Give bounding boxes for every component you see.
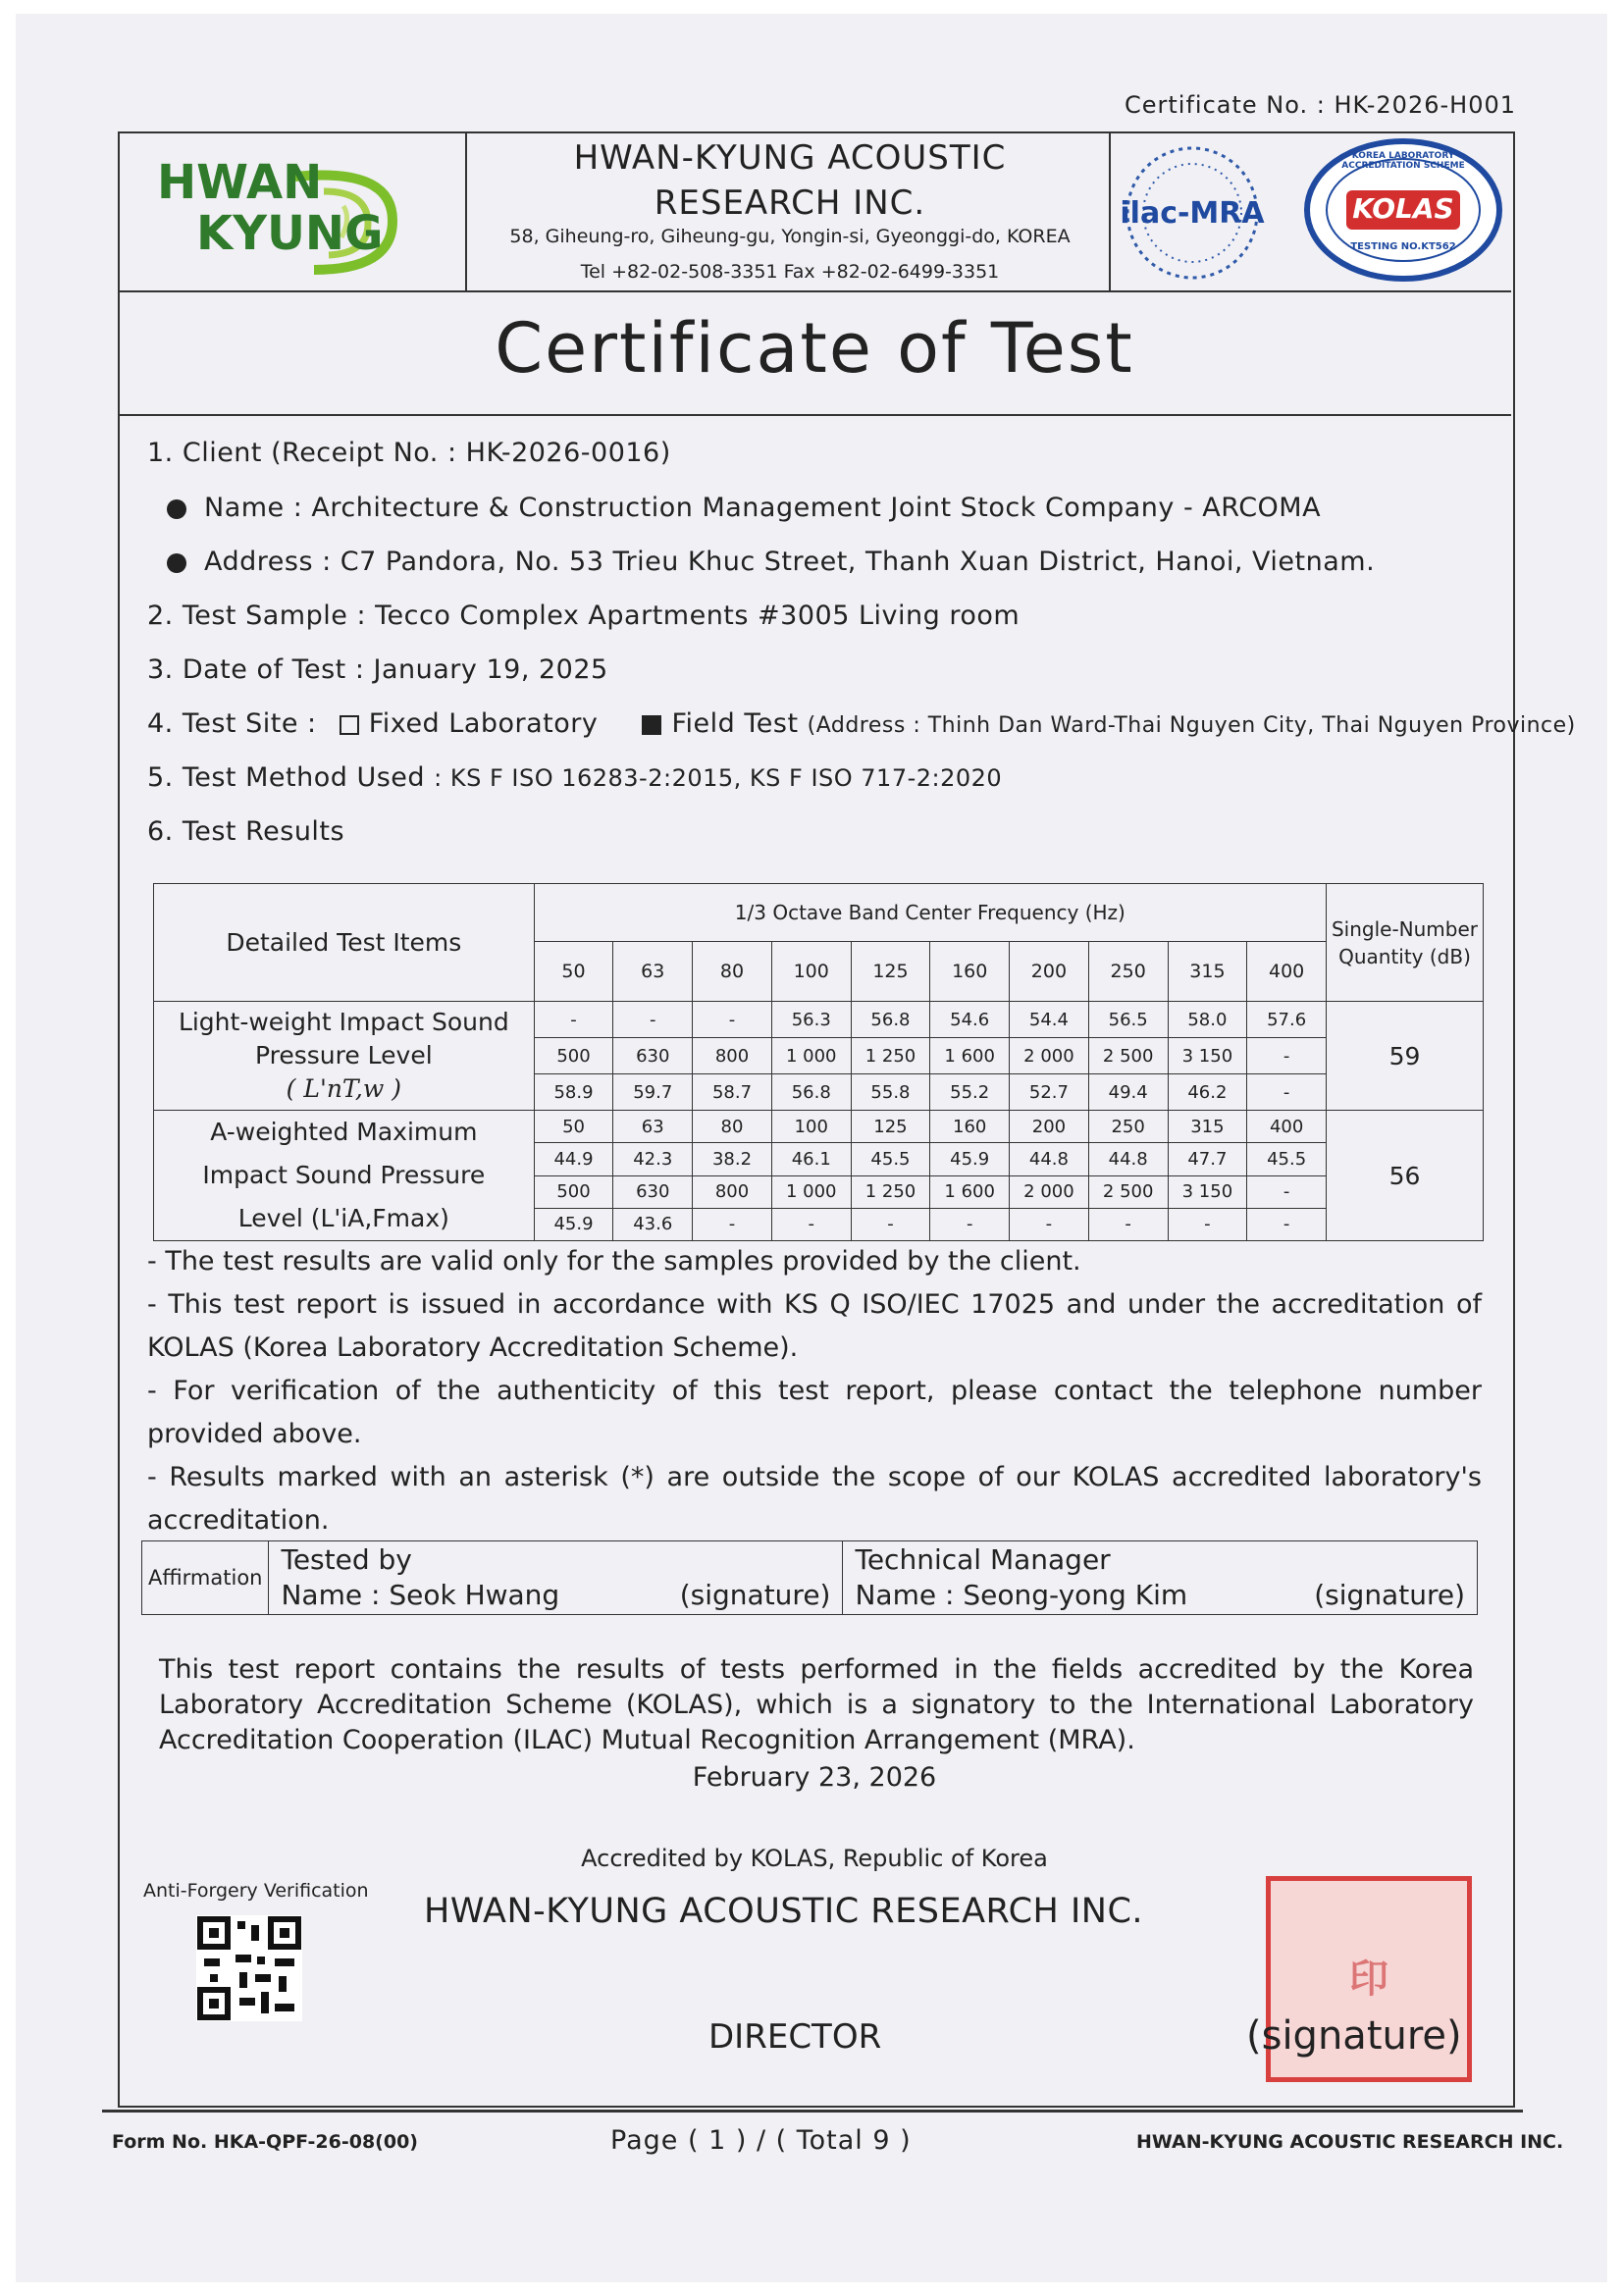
company-footer-name: HWAN-KYUNG ACOUSTIC RESEARCH INC. <box>424 1892 1144 1931</box>
company-address: 58, Giheung-ro, Giheung-gu, Yongin-si, Gyeonggi-do, KOREA <box>509 226 1071 247</box>
logo-text-1: HWAN <box>157 155 323 210</box>
table-cell: 42.3 <box>613 1143 693 1175</box>
table-cell: 2 000 <box>1010 1038 1089 1074</box>
tester-name: Name : Seok Hwang <box>281 1579 560 1611</box>
page-title: Certificate of Test <box>495 308 1134 389</box>
frequency-header: 1/3 Octave Band Center Frequency (Hz) <box>534 884 1326 942</box>
date-value: : January 19, 2025 <box>354 654 608 685</box>
ilac-mra-logo <box>1119 139 1266 287</box>
field-test-checkbox-icon <box>642 715 661 735</box>
company-name-line2: RESEARCH INC. <box>654 183 926 223</box>
date-label: 3. Date of Test <box>147 654 346 685</box>
freq-cell: 400 <box>1247 942 1327 1002</box>
table-cell: 1 600 <box>930 1175 1010 1208</box>
a-weighted-label-line1: A-weighted Maximum <box>210 1118 478 1146</box>
freq-cell: 315 <box>1168 942 1247 1002</box>
client-name-value: : Architecture & Construction Management Joint Stock Company - ARCOMA <box>292 493 1322 523</box>
method-value: : KS F ISO 16283-2:2015, KS F ISO 717-2:2020 <box>434 764 1003 792</box>
table-cell: 46.1 <box>771 1143 851 1175</box>
table-cell: 500 <box>534 1175 613 1208</box>
section-client-address <box>147 547 1375 577</box>
items-header: Detailed Test Items <box>154 884 535 1002</box>
certificate-number: Certificate No. : HK-2026-H001 <box>1125 91 1516 119</box>
freq-cell: 63 <box>613 942 693 1002</box>
a-weighted-value: 56 <box>1327 1111 1484 1241</box>
sample-label: 2. Test Sample <box>147 600 348 631</box>
table-cell: 47.7 <box>1168 1143 1247 1175</box>
table-cell: 315 <box>1168 1111 1247 1143</box>
table-cell: 3 150 <box>1168 1175 1247 1208</box>
table-cell: 1 250 <box>851 1175 930 1208</box>
table-cell: 44.8 <box>1010 1143 1089 1175</box>
freq-cell: 125 <box>851 942 930 1002</box>
table-cell: 2 500 <box>1088 1175 1168 1208</box>
freq-cell: 250 <box>1088 942 1168 1002</box>
site-separator: : <box>307 708 317 739</box>
table-cell: - <box>1247 1038 1327 1074</box>
accredited-by: Accredited by KOLAS, Republic of Korea <box>581 1845 1048 1872</box>
field-test-option: Field Test <box>671 708 799 739</box>
kolas-logo <box>1303 137 1503 283</box>
table-cell: 56.3 <box>771 1002 851 1038</box>
client-address-value: : C7 Pandora, No. 53 Trieu Khuc Street, Thanh Xuan District, Hanoi, Vietnam. <box>322 547 1376 577</box>
table-cell: - <box>613 1002 693 1038</box>
note-item: - For verification of the authenticity of this test report, please contact the telephone number provided above. <box>147 1376 1482 1449</box>
table-cell: 1 000 <box>771 1175 851 1208</box>
form-number: Form No. HKA-QPF-26-08(00) <box>112 2131 418 2153</box>
table-cell: 50 <box>534 1111 613 1143</box>
section-test-sample <box>147 600 1020 631</box>
light-weight-label-line2: Pressure Level <box>254 1041 433 1070</box>
company-logo <box>147 147 442 275</box>
table-cell: 55.8 <box>851 1074 930 1111</box>
technical-manager-cell <box>843 1541 1478 1615</box>
section-test-results <box>147 816 344 847</box>
kolas-testing-number: TESTING NO.KT562 <box>1350 241 1456 252</box>
table-cell: 400 <box>1247 1111 1327 1143</box>
kolas-text: KOLAS <box>1352 192 1454 225</box>
table-cell: 1 600 <box>930 1038 1010 1074</box>
table-cell: 56.5 <box>1088 1002 1168 1038</box>
freq-cell: 160 <box>930 942 1010 1002</box>
freq-cell: 80 <box>693 942 772 1002</box>
table-cell: 54.6 <box>930 1002 1010 1038</box>
bullet-icon <box>167 499 186 519</box>
logo-text-2: KYUNG <box>196 206 384 261</box>
table-cell: 55.2 <box>930 1074 1010 1111</box>
table-cell: - <box>534 1002 613 1038</box>
light-weight-label <box>154 1002 535 1111</box>
table-cell: 3 150 <box>1168 1038 1247 1074</box>
tested-by-cell <box>269 1541 843 1615</box>
company-telephone: Tel +82-02-508-3351 Fax +82-02-6499-3351 <box>580 261 1000 283</box>
freq-cell: 50 <box>534 942 613 1002</box>
table-cell: 56.8 <box>771 1074 851 1111</box>
table-cell: 630 <box>613 1038 693 1074</box>
affirmation-table <box>141 1540 1478 1615</box>
table-cell: 45.9 <box>930 1143 1010 1175</box>
table-cell: 45.9 <box>534 1208 613 1240</box>
section-client <box>147 438 671 468</box>
table-cell: 63 <box>613 1111 693 1143</box>
header-divider-2 <box>1109 131 1111 290</box>
freq-cell: 200 <box>1010 942 1089 1002</box>
table-cell: - <box>1088 1208 1168 1240</box>
a-weighted-label-line2: Impact Sound Pressure <box>202 1161 486 1189</box>
table-cell: 100 <box>771 1111 851 1143</box>
table-cell: - <box>1247 1208 1327 1240</box>
table-cell: 125 <box>851 1111 930 1143</box>
table-cell: 250 <box>1088 1111 1168 1143</box>
table-cell: 38.2 <box>693 1143 772 1175</box>
fixed-lab-option: Fixed Laboratory <box>368 708 599 739</box>
site-address: (Address : Thinh Dan Ward-Thai Nguyen City, Thai Nguyen Province) <box>807 713 1576 738</box>
receipt-number: (Receipt No. : HK-2026-0016) <box>271 438 671 468</box>
client-label: 1. Client <box>147 438 263 468</box>
table-cell: - <box>771 1208 851 1240</box>
sample-value: : Tecco Complex Apartments #3005 Living room <box>356 600 1021 631</box>
light-weight-value: 59 <box>1327 1002 1484 1111</box>
table-cell: 1 000 <box>771 1038 851 1074</box>
note-item: - The test results are valid only for the samples provided by the client. <box>147 1246 1081 1277</box>
name-label: Name <box>204 493 285 523</box>
a-weighted-row-1 <box>154 1111 1484 1143</box>
section-client-name <box>147 493 1321 523</box>
table-cell: - <box>851 1208 930 1240</box>
table-cell: 44.8 <box>1088 1143 1168 1175</box>
header-divider-1 <box>465 131 467 290</box>
table-cell: 58.0 <box>1168 1002 1247 1038</box>
fixed-lab-checkbox-icon <box>340 715 359 735</box>
kolas-ring-text: KOREA LABORATORY ACCREDITATION SCHEME <box>1341 151 1465 171</box>
manager-signature: (signature) <box>1314 1579 1465 1611</box>
notes <box>147 1240 1482 1542</box>
note-item: - Results marked with an asterisk (*) are outside the scope of our KOLAS accredited laboratory's accreditation. <box>147 1462 1482 1536</box>
table-cell: 800 <box>693 1038 772 1074</box>
company-name-line1: HWAN-KYUNG ACOUSTIC <box>573 138 1007 178</box>
table-cell: 200 <box>1010 1111 1089 1143</box>
table-cell: 80 <box>693 1111 772 1143</box>
results-table <box>153 883 1484 1241</box>
anti-forgery-label: Anti-Forgery Verification <box>143 1880 369 1902</box>
light-weight-label-line1: Light-weight Impact Sound <box>178 1008 509 1036</box>
title-divider <box>118 414 1511 416</box>
director-signature: (signature) <box>1246 2013 1462 2059</box>
affirmation-label: Affirmation <box>142 1541 269 1615</box>
table-cell: 58.9 <box>534 1074 613 1111</box>
ilac-text: ilac-MRA <box>1120 196 1265 231</box>
bullet-icon <box>167 553 186 573</box>
method-label: 5. Test Method Used <box>147 762 426 793</box>
page-number: Page ( 1 ) / ( Total 9 ) <box>610 2125 912 2156</box>
light-weight-symbol: ( L'nT,w ) <box>286 1074 401 1103</box>
single-number-header: Single-Number Quantity (dB) <box>1327 884 1484 1002</box>
table-cell: - <box>1010 1208 1089 1240</box>
footer-divider <box>102 2110 1523 2113</box>
table-cell: - <box>693 1208 772 1240</box>
site-label: 4. Test Site <box>147 708 298 739</box>
table-cell: 800 <box>693 1175 772 1208</box>
manager-name: Name : Seong-yong Kim <box>855 1579 1188 1611</box>
table-cell: 45.5 <box>851 1143 930 1175</box>
table-cell: 58.7 <box>693 1074 772 1111</box>
table-cell: 160 <box>930 1111 1010 1143</box>
table-cell: - <box>1168 1208 1247 1240</box>
table-cell: 630 <box>613 1175 693 1208</box>
director-title: DIRECTOR <box>708 2017 882 2057</box>
technical-manager-label: Technical Manager <box>855 1543 1111 1576</box>
table-cell: 59.7 <box>613 1074 693 1111</box>
footer-company: HWAN-KYUNG ACOUSTIC RESEARCH INC. <box>1136 2131 1564 2153</box>
table-cell: 56.8 <box>851 1002 930 1038</box>
table-cell: - <box>693 1002 772 1038</box>
tester-signature: (signature) <box>679 1579 831 1611</box>
note-item: - This test report is issued in accordance with KS Q ISO/IEC 17025 and under the accreditation of KOLAS (Korea Laboratory Accreditation Scheme). <box>147 1289 1482 1363</box>
address-label: Address <box>204 547 314 577</box>
table-cell: 57.6 <box>1247 1002 1327 1038</box>
qr-code-icon <box>196 1915 302 2021</box>
freq-cell: 100 <box>771 942 851 1002</box>
company-name <box>471 135 1109 226</box>
table-cell: 500 <box>534 1038 613 1074</box>
table-cell: 52.7 <box>1010 1074 1089 1111</box>
table-cell: 2 000 <box>1010 1175 1089 1208</box>
a-weighted-label <box>154 1111 535 1241</box>
table-cell: 2 500 <box>1088 1038 1168 1074</box>
section-test-method <box>147 762 1002 793</box>
section-test-site <box>147 708 1576 739</box>
a-weighted-symbol: Level (L'iA,Fmax) <box>237 1204 449 1232</box>
light-weight-row-1 <box>154 1002 1484 1038</box>
issue-date: February 23, 2026 <box>692 1762 937 1793</box>
table-cell: 54.4 <box>1010 1002 1089 1038</box>
table-cell: 49.4 <box>1088 1074 1168 1111</box>
section-test-date <box>147 654 608 685</box>
table-cell: 44.9 <box>534 1143 613 1175</box>
table-cell: - <box>930 1208 1010 1240</box>
table-cell: - <box>1247 1175 1327 1208</box>
accreditation-statement: This test report contains the results of tests performed in the fields accredited by the Korea Laboratory Accreditation Scheme (KOLAS), which is a signatory to the International Laboratory Accreditation Cooperation (ILAC) Mutual Recognition Arrangement (MRA). <box>159 1654 1474 1755</box>
company-seal-stamp: 印 <box>1266 1876 1472 2082</box>
table-cell: - <box>1247 1074 1327 1111</box>
tested-by-label: Tested by <box>281 1543 412 1576</box>
table-cell: 1 250 <box>851 1038 930 1074</box>
table-cell: 46.2 <box>1168 1074 1247 1111</box>
table-cell: 43.6 <box>613 1208 693 1240</box>
table-cell: 45.5 <box>1247 1143 1327 1175</box>
results-label: 6. Test Results <box>147 816 345 847</box>
